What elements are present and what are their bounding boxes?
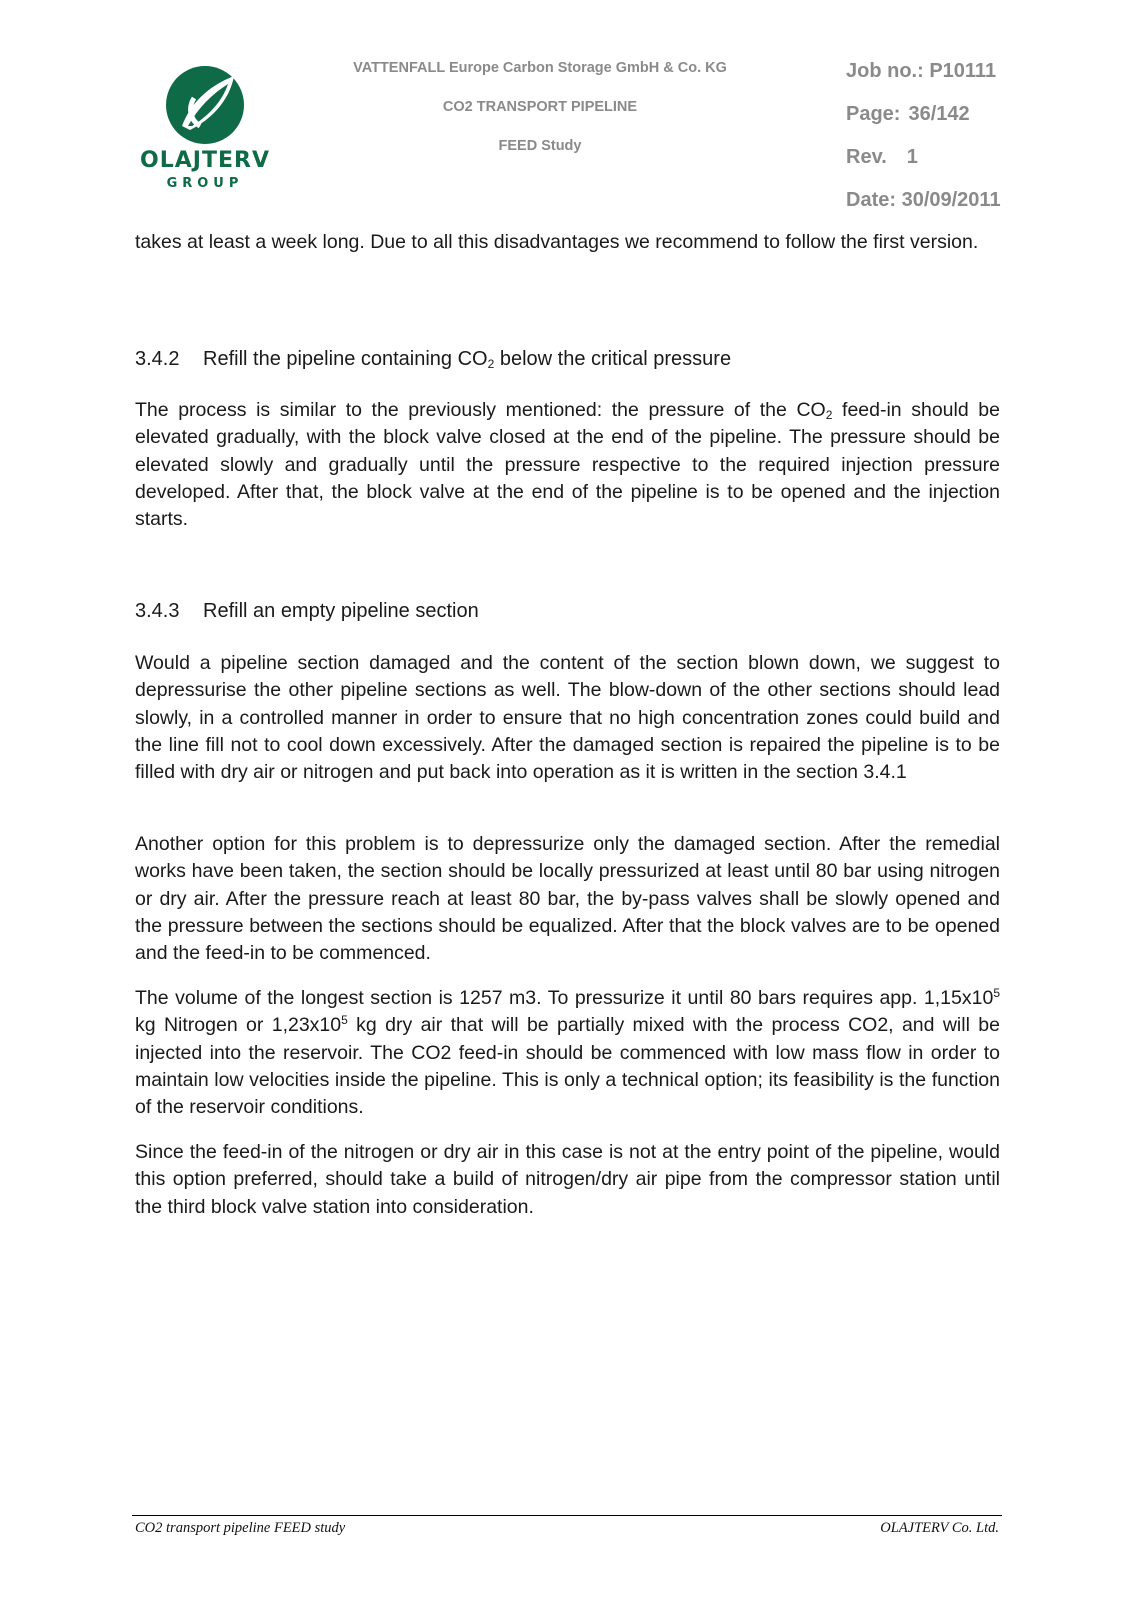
document-header-center bbox=[330, 60, 750, 177]
footer-right: OLAJTERV Co. Ltd. bbox=[880, 1520, 999, 1536]
date-value: 30/09/2011 bbox=[901, 189, 1001, 211]
document-meta bbox=[846, 60, 1096, 232]
paragraph-3-4-3-3 bbox=[135, 985, 1000, 1121]
paragraph-3-4-2 bbox=[135, 397, 1000, 533]
paragraph-text: feed-in should be elevated gradually, with the block valve closed at the end of the pipeline. The pressure should be elevated slowly and gradually until the pressure respective to the required injection pressure developed. After that, the block valve at the end of the pipeline is to be opened and the injection starts. bbox=[135, 399, 1000, 531]
paragraph-3-4-3-1: Would a pipeline section damaged and the content of the section blown down, we suggest to depressurise the other pipeline sections as well. The blow-down of the other sections should lead slowly, in a controlled manner in order to ensure that no high concentration zones could build and the line fill not to cool down excessively. After the damaged section is repaired the pipeline is to be filled with dry air or nitrogen and put back into operation as it is written in the section 3.4.1 bbox=[135, 652, 1000, 784]
subscript: 2 bbox=[825, 408, 833, 422]
paragraph-text: The volume of the longest section is 1257 m3. To pressurize it until 80 bars requires app. 1,15x10 bbox=[135, 987, 994, 1009]
paragraph-3-4-3-2: Another option for this problem is to depressurize only the damaged section. After the remedial works have been taken, the section should be locally pressurized at least until 80 bar using nitrogen or dry air. After the pressure reach at least 80 bar, the by-pass valves shall be slowly opened and the pressure between the sections should be equalized. After that the block valves are to be opened and the feed-in to be commenced. bbox=[135, 833, 1000, 965]
footer-divider bbox=[132, 1515, 1002, 1516]
page-value: 36/142 bbox=[908, 103, 970, 125]
paragraph-text: kg Nitrogen or 1,23x10 bbox=[135, 1014, 342, 1037]
section-title-part: below the critical pressure bbox=[494, 348, 732, 370]
rev-label: Rev. bbox=[846, 146, 887, 168]
company-logo bbox=[140, 64, 270, 194]
document-date bbox=[846, 189, 1096, 232]
page-label: Page: bbox=[846, 103, 901, 125]
subscript: 2 bbox=[487, 357, 495, 371]
section-number: 3.4.2 bbox=[135, 348, 180, 370]
job-number bbox=[846, 60, 1096, 103]
intro-paragraph: takes at least a week long. Due to all this disadvantages we recommend to follow the first version. bbox=[135, 231, 979, 253]
company-name: VATTENFALL Europe Carbon Storage GmbH & Co. KG bbox=[353, 60, 727, 76]
section-title: Refill an empty pipeline section bbox=[203, 600, 479, 622]
paragraph-text: kg dry air that will be partially mixed with the process CO2, and will be injected into the reservoir. The CO2 feed-in should be commenced with low mass flow in order to maintain low velocities inside the pipeline. This is only a technical option; its feasibility is the function of the reservoir conditions. bbox=[135, 1014, 1000, 1119]
section-number: 3.4.3 bbox=[135, 600, 180, 622]
section-heading-3-4-2 bbox=[135, 348, 731, 371]
section-title-part: Refill the pipeline containing CO bbox=[203, 348, 488, 370]
paragraph-3-4-3-4: Since the feed-in of the nitrogen or dry air in this case is not at the entry point of the pipeline, would this option preferred, should take a build of nitrogen/dry air pipe from the compressor station until the third block valve station into consideration. bbox=[135, 1141, 1000, 1218]
study-name: FEED Study bbox=[498, 138, 582, 154]
olajterv-leaf-icon bbox=[164, 64, 246, 146]
logo-wordmark: OLAJTERV bbox=[140, 148, 270, 173]
project-name: CO2 TRANSPORT PIPELINE bbox=[442, 99, 638, 115]
paragraph-text: The process is similar to the previously mentioned: the pressure of the CO bbox=[135, 399, 826, 421]
page-number bbox=[846, 103, 1096, 146]
footer-left: CO2 transport pipeline FEED study bbox=[135, 1520, 346, 1536]
job-value: P10111 bbox=[929, 60, 997, 82]
logo-subtitle: GROUP bbox=[166, 176, 244, 191]
revision bbox=[846, 146, 1096, 189]
section-heading-3-4-3 bbox=[135, 600, 479, 623]
job-label: Job no.: bbox=[846, 60, 924, 82]
rev-value: 1 bbox=[906, 146, 918, 168]
superscript: 5 bbox=[993, 986, 1000, 1000]
date-label: Date: bbox=[846, 189, 897, 211]
superscript: 5 bbox=[341, 1013, 348, 1028]
